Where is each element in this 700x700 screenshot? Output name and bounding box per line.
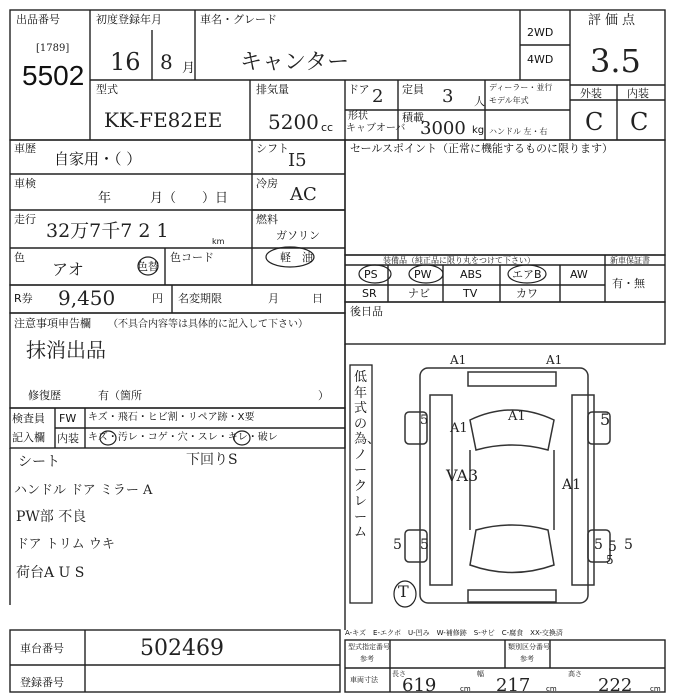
equip-navi: ナビ [408,287,430,300]
lot-label: 出品番号 [16,13,60,26]
damage-legend: A-キズ E-エクボ U-凹み W-補修跡 S-サビ C-腐食 XX-交換済 [345,629,563,637]
name-change-label: 名変期限 [178,292,222,305]
inspector-note-line: 荷台A U S [16,565,85,581]
name-change-value: 月 日 [268,292,323,305]
color-value: アオ [52,260,84,279]
fuel-diesel: 軽 油 [280,251,313,264]
fw-text: キズ・飛石・ヒビ割・リペア跡・X要 [88,412,255,423]
after-sale-label: 後日品 [350,305,383,318]
capacity: 3 [442,86,454,107]
damage-mark: 5 [600,410,611,429]
chassis-number: 502469 [140,636,224,661]
capacity-label: 定員 [402,83,424,96]
notes-label: 注意事項申告欄 [14,317,91,330]
ac-value: AC [290,184,317,205]
warranty-label: 新車保証書 [610,256,650,265]
inspector-note-line: ハンドル ドア ミラー A [14,483,153,498]
inspector-note-underside: 下回りS [186,452,238,468]
spec-number-sub: 参考 [360,655,374,663]
mileage-label: 走行 [14,213,36,226]
equip-airbag: エアB [512,268,542,281]
inspector-note-line: シート [18,454,60,470]
interior-label: 内装 [627,87,649,100]
shift-value: I5 [288,150,307,171]
model-code: KK-FE82EE [104,108,223,132]
inspector-note-line: ドア トリム ウキ [16,537,115,552]
drive-4wd: 4WD [527,53,554,66]
no-claim-notice: 低年式の為、ノークレーム [354,370,381,540]
model-year-label: モデル年式 [489,96,529,105]
equip-abs: ABS [460,268,482,281]
exterior-label: 外装 [580,87,602,100]
first-registration-year: 16 [110,48,141,76]
damage-mark: 5 [594,537,603,553]
r-ticket-amount: 9,450 [58,286,116,310]
length-value: 619 [402,675,437,696]
length-label: 長さ [392,670,406,678]
equip-sr: SR [362,287,377,300]
color-label: 色 [14,251,25,264]
damage-mark: A1 [546,353,563,367]
repair-history-label: 修復歴 [28,389,61,402]
person-unit: 人 [474,95,485,108]
handle-label: ハンドル 左・右 [489,127,548,136]
damage-mark: 5 [420,537,429,553]
sales-points-label: セールスポイント（正常に機能するものに限ります） [350,142,614,155]
notes-hint: （不具合内容等は具体的に記入して下さい） [108,319,308,330]
equip-aw: AW [570,268,588,281]
damage-mark: A1 [450,421,468,436]
kg-unit: kg [472,125,485,136]
r-ticket-label: R券 [14,292,33,305]
yen-unit: 円 [152,292,163,305]
load: 3000 [420,118,466,139]
color-code-label: 色コード [170,251,214,264]
damage-mark: VA3 [446,466,479,485]
dealer-label: ディーラー・並行 [489,83,553,92]
km-unit: km [212,237,225,246]
damage-mark: 5 [608,539,617,555]
inspector-label: 検査員 [12,412,45,425]
damage-mark: A1 [508,409,526,424]
equip-tv: TV [463,287,478,300]
history-label: 車歴 [14,142,36,155]
damage-mark: T [398,582,409,601]
first-registration-label: 初度登録年月 [96,13,162,26]
damage-mark: 5 [606,553,614,567]
lot-sub-number: [1789] [36,43,70,54]
interior-inspect-label: 内装 [57,432,79,445]
damage-mark: A1 [450,353,467,367]
door-label: ドア [348,83,370,96]
repair-history-value: 有（箇所 [98,389,142,402]
inspection-label: 車検 [14,177,36,190]
width-label: 幅 [477,670,484,678]
height-unit: cm [650,685,661,693]
equipment-label: 装備品（純正品に限り丸をつけて下さい） [383,256,535,265]
cc-unit: cc [321,121,334,134]
fw-label: FW [59,412,77,425]
damage-mark: 5 [393,537,402,553]
shift-label: シフト [256,142,289,155]
width-value: 217 [496,675,531,696]
displacement-label: 排気量 [256,83,289,96]
equip-leather: カワ [516,287,538,300]
fuel-label: 燃料 [256,213,278,226]
body-form-label: 形状 [348,111,368,122]
load-label: 積載 [402,111,424,124]
height-label: 高さ [568,670,582,678]
width-unit: cm [546,685,557,693]
spec-number-label: 型式指定番号 [348,643,390,651]
vehicle-size-label: 車両寸法 [350,676,378,684]
chassis-label: 車台番号 [20,642,64,655]
damage-mark: A1 [562,477,582,493]
interior-inspect-text: キズ・汚レ・コゲ・穴・スレ・キレ・破レ [88,432,278,443]
notes-entry: 抹消出品 [26,338,106,362]
first-registration-month: 8 [160,50,173,74]
ac-label: 冷房 [256,177,278,190]
equip-pw: PW [414,268,432,281]
class-number-sub: 参考 [520,655,534,663]
model-name-label: 車名・グレード [200,13,277,26]
inspection-value: 年 月（ ）日 [98,191,229,206]
model-code-label: 型式 [96,83,118,96]
model-name: キャンター [240,50,350,75]
damage-mark: 5 [420,413,429,428]
mileage-value: 32万7千7 2 1 [46,220,169,242]
damage-mark: 5 [624,537,633,553]
registration-label: 登録番号 [20,676,64,689]
class-number-label: 類別区分番号 [508,643,550,651]
displacement: 5200 [268,110,319,134]
month-unit: 月 [182,61,196,76]
equip-ps: PS [364,268,378,281]
color-change: 色替 [137,260,159,273]
height-value: 222 [598,675,633,696]
history-value: 自家用・（ ） [54,150,142,168]
inspector-note-line: PW部 不良 [16,509,87,525]
doors: 2 [372,86,384,107]
warranty-value: 有・無 [612,277,645,290]
exterior-grade: C [585,108,604,136]
length-unit: cm [460,685,471,693]
lot-number: 5502 [22,60,85,91]
repair-history-close: ） [318,389,329,402]
score-label: 評価点 [588,13,640,28]
score-value: 3.5 [590,42,641,80]
fuel-gasoline: ガソリン [276,229,320,242]
interior-grade: C [630,108,649,136]
inspector-entry-label: 記入欄 [12,431,45,444]
drive-2wd: 2WD [527,26,554,39]
body-form: キャブオーバ [346,123,406,134]
